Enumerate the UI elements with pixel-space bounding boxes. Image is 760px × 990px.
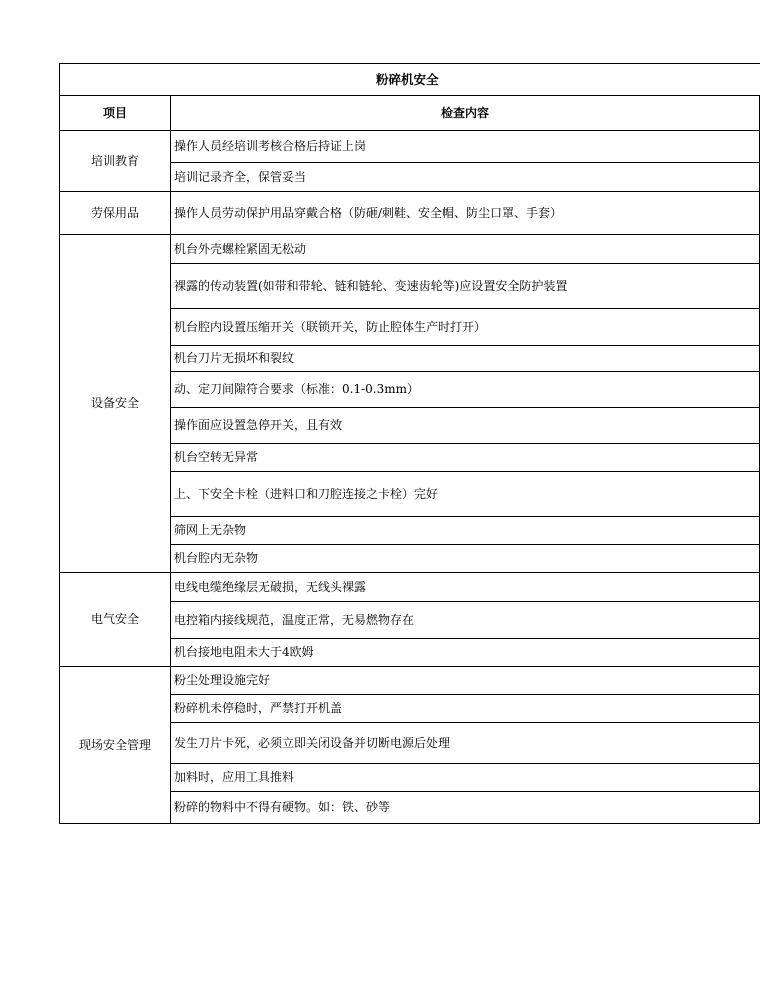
check-item-cell: 机台刀片无损坏和裂纹 (171, 346, 760, 372)
category-cell: 劳保用品 (60, 192, 171, 235)
header-content: 检查内容 (171, 96, 760, 131)
table-row (60, 192, 760, 235)
category-cell: 设备安全 (60, 235, 171, 573)
header-category: 项目 (60, 96, 171, 131)
check-item-cell: 加料时，应用工具推料 (171, 764, 760, 792)
check-item-cell: 机台接地电阻未大于4欧姆 (171, 639, 760, 667)
check-item-cell: 电控箱内接线规范，温度正常，无易燃物存在 (171, 602, 760, 639)
table-row (60, 235, 760, 264)
check-item-cell: 机台腔内无杂物 (171, 545, 760, 573)
inspection-table (59, 63, 760, 824)
category-cell: 培训教育 (60, 131, 171, 192)
table-row (60, 573, 760, 602)
title-row (60, 64, 760, 96)
check-item-cell: 筛网上无杂物 (171, 517, 760, 545)
check-item-cell: 操作人员劳动保护用品穿戴合格（防砸/刺鞋、安全帽、防尘口罩、手套） (171, 192, 760, 235)
check-item-cell: 裸露的传动装置(如带和带轮、链和链轮、变速齿轮等)应设置安全防护装置 (171, 264, 760, 309)
check-item-cell: 粉碎机未停稳时，严禁打开机盖 (171, 695, 760, 723)
check-item-cell: 上、下安全卡栓（进料口和刀腔连接之卡栓）完好 (171, 472, 760, 517)
check-item-cell: 电线电缆绝缘层无破损，无线头裸露 (171, 573, 760, 602)
category-cell: 现场安全管理 (60, 667, 171, 824)
check-item-cell: 粉尘处理设施完好 (171, 667, 760, 695)
check-item-cell: 发生刀片卡死，必须立即关闭设备并切断电源后处理 (171, 723, 760, 764)
check-item-cell: 动、定刀间隙符合要求（标准：0.1-0.3mm） (171, 372, 760, 408)
table-row (60, 667, 760, 695)
check-item-cell: 机台腔内设置压缩开关（联锁开关，防止腔体生产时打开） (171, 309, 760, 346)
header-row (60, 96, 760, 131)
category-cell: 电气安全 (60, 573, 171, 667)
check-item-cell: 培训记录齐全，保管妥当 (171, 163, 760, 192)
table-row (60, 131, 760, 163)
check-item-cell: 操作面应设置急停开关，且有效 (171, 408, 760, 444)
check-item-cell: 粉碎的物料中不得有硬物。如：铁、砂等 (171, 792, 760, 824)
sheet-title: 粉碎机安全 (60, 64, 760, 96)
inspection-table-viewport (59, 63, 568, 824)
check-item-cell: 机台外壳螺栓紧固无松动 (171, 235, 760, 264)
check-item-cell: 操作人员经培训考核合格后持证上岗 (171, 131, 760, 163)
check-item-cell: 机台空转无异常 (171, 444, 760, 472)
